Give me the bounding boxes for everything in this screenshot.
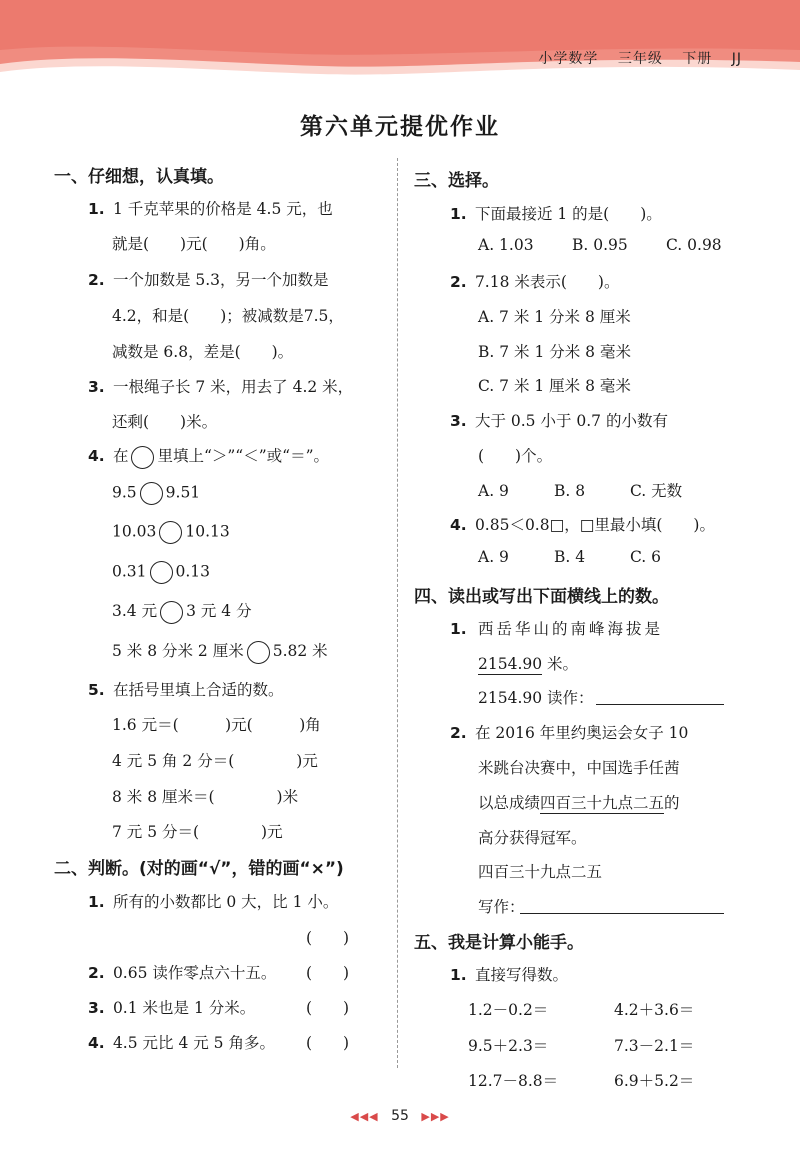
judge-paren[interactable]: ( ) bbox=[306, 929, 350, 947]
s3-q2 bbox=[450, 270, 619, 292]
compare-right: 3 元 4 分 bbox=[186, 602, 252, 620]
underlined-number: 2154.90 bbox=[478, 655, 543, 673]
option-row bbox=[478, 548, 661, 566]
compare-left: 3.4 元 bbox=[112, 602, 158, 620]
s4-q2-line2: 米跳台决赛中，中国选手任茜 bbox=[478, 759, 680, 777]
s5-q1-num: 1. bbox=[450, 966, 467, 984]
compare-row bbox=[112, 599, 252, 624]
page-footer bbox=[0, 1108, 800, 1124]
s3-q4-num: 4. bbox=[450, 516, 467, 534]
s3-q3-num: 3. bbox=[450, 412, 467, 430]
s1-q4-post: 里填上“＞”“＜”或“＝”。 bbox=[157, 447, 329, 465]
fill-row: 4 元 5 角 2 分＝( )元 bbox=[112, 752, 318, 770]
s1-q1-line1 bbox=[88, 197, 333, 219]
s4-q2-line1 bbox=[450, 721, 688, 743]
s1-q3-num: 3. bbox=[88, 378, 105, 396]
option-c: C. 0.98 bbox=[666, 236, 722, 254]
s4-q1-line2 bbox=[478, 652, 578, 674]
read-label: 2154.90 读作： bbox=[478, 689, 594, 707]
s1-q2-line1 bbox=[88, 268, 329, 290]
compare-right: 9.51 bbox=[165, 483, 201, 502]
column-divider bbox=[397, 158, 398, 1068]
compare-circle[interactable] bbox=[159, 521, 182, 544]
s4-q2-l3c: 的 bbox=[664, 794, 680, 812]
compare-left: 5 米 8 分米 2 厘米 bbox=[112, 642, 244, 660]
option-c: C. 7 米 1 厘米 8 毫米 bbox=[478, 377, 631, 395]
s3-q1 bbox=[450, 202, 662, 224]
judge-text: 0.1 米也是 1 分米。 bbox=[112, 999, 256, 1017]
s1-q3-text1: 一根绳子长 7 米，用去了 4.2 米， bbox=[112, 378, 354, 396]
judge-item bbox=[88, 890, 338, 912]
underlined-number-words: 四百三十九点二五 bbox=[540, 794, 665, 812]
book-info bbox=[524, 48, 742, 68]
s5-q1-text: 直接写得数。 bbox=[474, 966, 568, 984]
compare-right: 10.13 bbox=[185, 522, 230, 541]
s1-q2-line2: 4.2，和是( )；被减数是7.5， bbox=[112, 307, 344, 325]
s1-q2-line3: 减数是 6.8，差是( )。 bbox=[112, 343, 294, 361]
option-b: B. 7 米 1 分米 8 毫米 bbox=[478, 343, 631, 361]
s4-q1-text1: 西岳华山的南峰海拔是 bbox=[477, 620, 663, 638]
calc-item: 4.2＋3.6＝ bbox=[614, 1001, 695, 1019]
judge-num: 1. bbox=[88, 893, 105, 911]
option-a: A. 7 米 1 分米 8 厘米 bbox=[478, 308, 631, 326]
option-a: A. 9 bbox=[478, 548, 509, 566]
s3-q3-line2: ( )个。 bbox=[478, 447, 553, 465]
option-b: B. 0.95 bbox=[572, 236, 628, 254]
compare-circle[interactable] bbox=[131, 446, 154, 469]
option-b: B. 8 bbox=[554, 482, 586, 500]
option-a: A. 1.03 bbox=[478, 236, 534, 254]
s3-q1-text: 下面最接近 1 的是( )。 bbox=[474, 205, 662, 223]
calc-item: 1.2－0.2＝ bbox=[468, 1001, 549, 1019]
s1-q2-text1: 一个加数是 5.3，另一个加数是 bbox=[112, 271, 329, 289]
section5-heading: 五、我是计算小能手。 bbox=[414, 933, 584, 953]
compare-circle[interactable] bbox=[247, 641, 270, 664]
s3-q1-num: 1. bbox=[450, 205, 467, 223]
section3-heading: 三、选择。 bbox=[414, 171, 499, 191]
judge-paren[interactable]: ( ) bbox=[306, 999, 350, 1017]
s1-q1-num: 1. bbox=[88, 200, 105, 218]
compare-left: 0.31 bbox=[112, 562, 147, 581]
judge-num: 4. bbox=[88, 1034, 105, 1052]
compare-row bbox=[112, 561, 210, 584]
calc-item: 6.9＋5.2＝ bbox=[614, 1072, 695, 1090]
compare-left: 9.5 bbox=[112, 483, 137, 502]
term-label: 下册 bbox=[682, 51, 713, 67]
option-row bbox=[478, 479, 682, 501]
s1-q3-line2: 还剩( )米。 bbox=[112, 413, 218, 431]
judge-item bbox=[88, 961, 276, 983]
s1-q5-num: 5. bbox=[88, 681, 105, 699]
compare-circle[interactable] bbox=[160, 601, 183, 624]
s1-q1-line2: 就是( )元( )角。 bbox=[112, 235, 276, 253]
unit-text: 米。 bbox=[547, 655, 579, 673]
s4-q2-line4: 高分获得冠军。 bbox=[478, 829, 587, 847]
s1-q3-line1 bbox=[88, 375, 353, 397]
calc-item: 9.5＋2.3＝ bbox=[468, 1037, 549, 1055]
left-arrows-icon: ◀◀◀ bbox=[350, 1110, 379, 1123]
s4-q2-line5: 四百三十九点二五 bbox=[478, 863, 603, 881]
s3-q2-num: 2. bbox=[450, 273, 467, 291]
s1-q4-pre: 在 bbox=[112, 447, 129, 465]
answer-blank[interactable] bbox=[596, 704, 724, 705]
s1-q2-num: 2. bbox=[88, 271, 105, 289]
s1-q1-text1: 1 千克苹果的价格是 4.5 元，也 bbox=[112, 200, 333, 218]
compare-row bbox=[112, 639, 328, 664]
fill-row: 7 元 5 分＝( )元 bbox=[112, 823, 283, 841]
option-c: C. 6 bbox=[630, 548, 662, 566]
s1-q4-line1 bbox=[88, 444, 329, 469]
s4-q2-l3a: 以总成绩 bbox=[478, 794, 541, 812]
compare-row bbox=[112, 482, 200, 505]
judge-paren[interactable]: ( ) bbox=[306, 964, 350, 982]
option-c: C. 无数 bbox=[630, 482, 683, 500]
compare-row bbox=[112, 521, 230, 544]
s3-q3-text1: 大于 0.5 小于 0.7 的小数有 bbox=[474, 412, 668, 430]
answer-blank[interactable] bbox=[520, 913, 724, 914]
s1-q5-line1 bbox=[88, 678, 283, 700]
compare-left: 10.03 bbox=[112, 522, 157, 541]
section1-heading: 一、仔细想，认真填。 bbox=[54, 167, 224, 187]
judge-item bbox=[88, 1031, 275, 1053]
option-b: B. 4 bbox=[554, 548, 586, 566]
page-title: 第六单元提优作业 bbox=[300, 114, 500, 140]
right-arrows-icon: ▶▶▶ bbox=[421, 1110, 450, 1123]
s5-q1 bbox=[450, 963, 568, 985]
section4-heading: 四、读出或写出下面横线上的数。 bbox=[414, 587, 669, 607]
judge-item bbox=[88, 996, 255, 1018]
fill-row: 8 米 8 厘米＝( )米 bbox=[112, 788, 299, 806]
option-row bbox=[478, 236, 722, 254]
write-label: 写作： bbox=[478, 898, 525, 916]
s3-q4 bbox=[450, 513, 715, 535]
s3-q4-text: 0.85＜0.8□，□里最小填( )。 bbox=[474, 516, 715, 534]
judge-text: 0.65 读作零点六十五。 bbox=[112, 964, 277, 982]
compare-circle[interactable] bbox=[150, 561, 173, 584]
section2-heading: 二、判断。(对的画“√”，错的画“×”) bbox=[54, 859, 344, 879]
s4-q1-line1 bbox=[450, 617, 663, 639]
option-a: A. 9 bbox=[478, 482, 509, 500]
compare-circle[interactable] bbox=[140, 482, 163, 505]
s4-q2-num: 2. bbox=[450, 724, 467, 742]
s1-q5-text1: 在括号里填上合适的数。 bbox=[112, 681, 284, 699]
fill-row: 1.6 元＝( )元( )角 bbox=[112, 716, 321, 734]
judge-num: 3. bbox=[88, 999, 105, 1017]
calc-item: 7.3－2.1＝ bbox=[614, 1037, 695, 1055]
judge-text: 4.5 元比 4 元 5 角多。 bbox=[112, 1034, 275, 1052]
judge-paren[interactable]: ( ) bbox=[306, 1034, 350, 1052]
s3-q2-text: 7.18 米表示( )。 bbox=[474, 273, 620, 291]
compare-right: 5.82 米 bbox=[272, 642, 328, 660]
edition-label: JJ bbox=[731, 51, 742, 67]
compare-right: 0.13 bbox=[175, 562, 211, 581]
page-number: 55 bbox=[391, 1108, 409, 1124]
judge-num: 2. bbox=[88, 964, 105, 982]
s4-q2-line3 bbox=[478, 791, 680, 813]
s1-q4-num: 4. bbox=[88, 447, 105, 465]
s4-q1-num: 1. bbox=[450, 620, 467, 638]
s3-q3-line1 bbox=[450, 409, 668, 431]
subject-label: 小学数学 bbox=[538, 51, 599, 67]
s4-q2-text1: 在 2016 年里约奥运会女子 10 bbox=[474, 724, 689, 742]
judge-text: 所有的小数都比 0 大，比 1 小。 bbox=[112, 893, 339, 911]
grade-label: 三年级 bbox=[617, 51, 663, 67]
calc-item: 12.7－8.8＝ bbox=[468, 1072, 559, 1090]
